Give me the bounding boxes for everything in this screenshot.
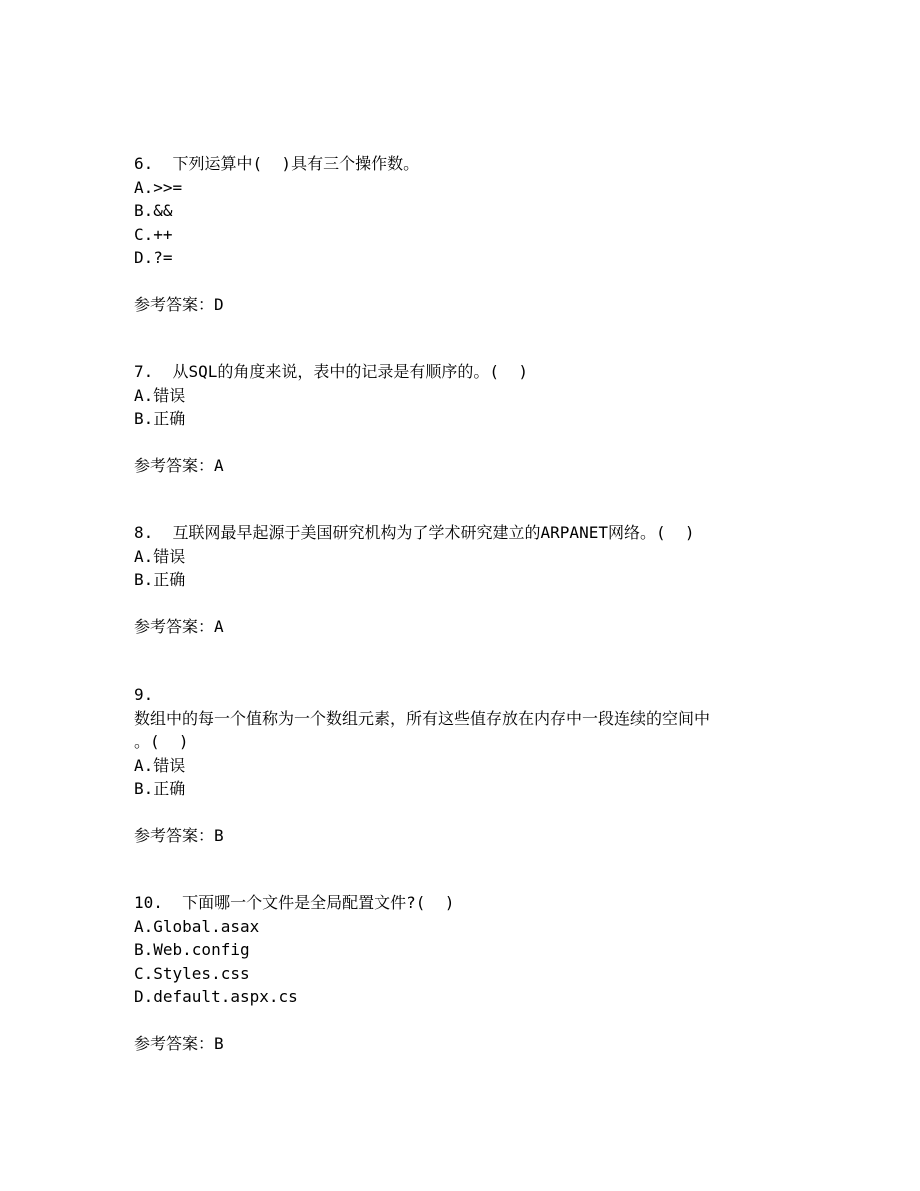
question-stem: 8. 互联网最早起源于美国研究机构为了学术研究建立的ARPANET网络。( ) — [134, 523, 695, 542]
question-10 — [134, 891, 794, 1056]
option-a: A.>>= — [134, 177, 183, 197]
reference-answer: 参考答案：B — [134, 826, 224, 845]
option-c: C.++ — [134, 224, 173, 244]
option-a: A.错误 — [134, 755, 186, 775]
question-stem-continued: 。( ) — [134, 732, 189, 751]
option-d: D.default.aspx.cs — [134, 987, 298, 1006]
question-stem: 10. 下面哪一个文件是全局配置文件?( ) — [134, 893, 455, 912]
option-c: C.Styles.css — [134, 963, 250, 983]
question-stem: 6. 下列运算中( )具有三个操作数。 — [134, 154, 420, 173]
question-6 — [134, 152, 794, 317]
option-a: A.错误 — [134, 385, 186, 405]
question-8 — [134, 521, 794, 639]
option-a: A.错误 — [134, 546, 186, 566]
option-b: B.正确 — [134, 570, 186, 589]
question-9 — [134, 683, 794, 848]
question-7 — [134, 360, 794, 478]
option-b: B.正确 — [134, 779, 186, 798]
reference-answer: 参考答案：B — [134, 1034, 224, 1053]
option-d: D.?= — [134, 248, 173, 267]
reference-answer: 参考答案：A — [134, 456, 224, 475]
option-b: B.Web.config — [134, 940, 250, 959]
option-a: A.Global.asax — [134, 916, 260, 936]
question-stem: 数组中的每一个值称为一个数组元素，所有这些值存放在内存中一段连续的空间中 — [134, 708, 711, 728]
option-b: B.&& — [134, 201, 173, 220]
option-b: B.正确 — [134, 409, 186, 428]
reference-answer: 参考答案：A — [134, 617, 224, 636]
question-stem: 7. 从SQL的角度来说，表中的记录是有顺序的。( ) — [134, 362, 528, 381]
reference-answer: 参考答案：D — [134, 295, 224, 314]
question-number: 9. — [134, 685, 154, 704]
